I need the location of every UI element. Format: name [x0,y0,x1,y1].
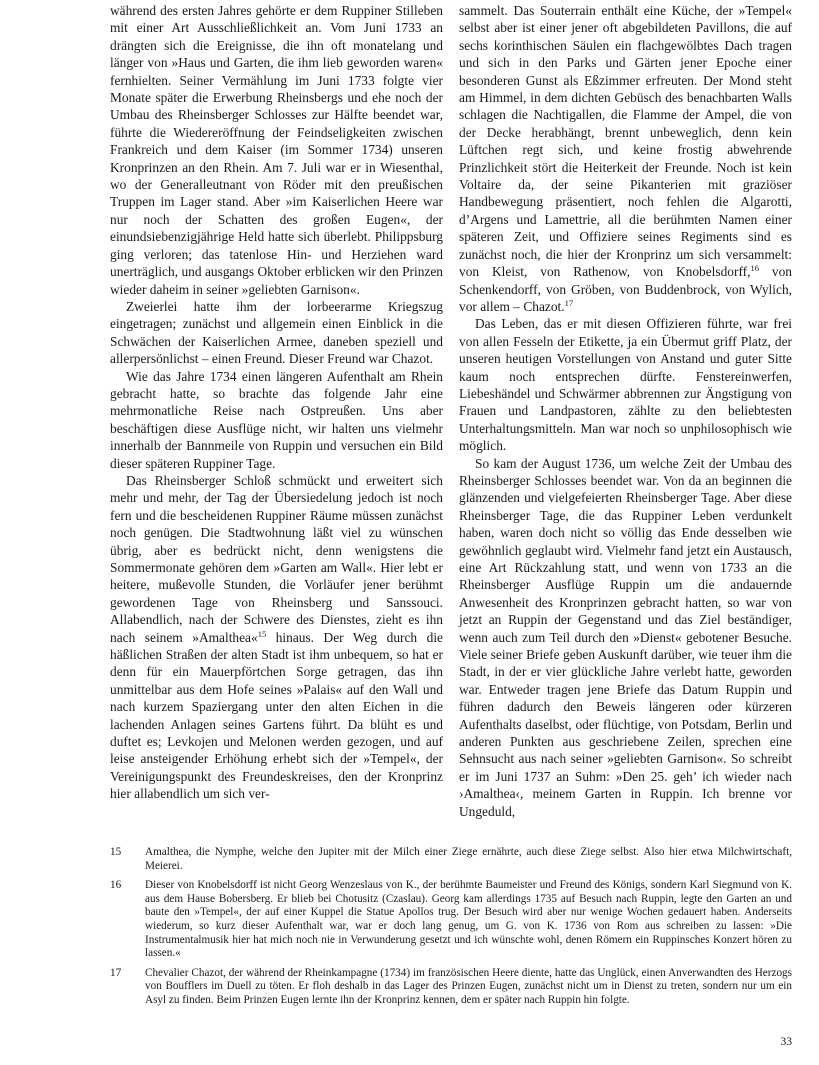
paragraph: So kam der August 1736, um welche Zeit der Umbau des Rheinsberger Schlosses beendet war. Von da an beginnen die glänzenden und vielgefeierten Rheinsberger Tage. Aber diese Rheinsberger Tage, die das Ruppiner Leben verdunkelt haben, waren doch nicht so völlig das Ende desselben wie gewöhnlich geglaubt wird. Vielmehr fand jetzt ein Austausch, eine Art Rückzahlung statt, und wenn von 1733 an die Rheinsberger Ausflüge Ruppin um die andauernde Anwesenheit des Kronprinzen gebracht hatten, so war von jetzt an Ruppin der Gegenstand und das Ziel beständiger, wenn auch zum Teil durch den »Dienst« gebotener Besuche. Viele seiner Briefe geben Auskunft darüber, wie teuer ihm die Stadt, in der er vier glückliche Jahre verlebt hatte, geworden war. Entweder tragen jene Briefe das Datum Ruppin und führen dadurch den Beweis längeren oder kürzeren Aufenthalts daselbst, oder flüchtige, von Potsdam, Berlin und anderen Punkten aus geschriebene Zeilen, sprechen eine Sehnsucht aus nach seiner »geliebten Garnison«. So schreibt er im Juni 1737 an Suhm: »Den 25. geh’ ich wieder nach ›Amalthea‹, meinem Garten in Ruppin. Ich brenne vor Ungeduld, [459,455,792,819]
paragraph: Das Leben, das er mit diesen Offizieren führte, war frei von allen Fesseln der Etikette, ja ein Übermut griff Platz, der unseren heutigen Vorstellungen von Anstand und guter Sitte kaum noch entsprechen dürfte. Fenstereinwerfen, Liebeshändel und Schwärmer abbrennen zur Ängstigung von Frauen und Landpastoren, zählte zu den beliebtesten Unterhaltungsmitteln. Man war noch so unphilosophisch wie möglich. [459,316,792,454]
paragraph: während des ersten Jahres gehörte er dem Ruppiner Stilleben mit einer Art Ausschließlichkeit an. Vom Juni 1733 an drängten sich die Ereignisse, die ihn oft monatelang und länger von »Haus und Garten, die ihm lieb geworden waren« fernhielten. Seiner Vermählung im Juni 1733 folgte vier Monate später die Erwerbung Rheinsbergs und ehe noch der Umbau des Rheinsberger Schlosses zur Hälfte beendet war, führte die Wiedereröffnung der Feindseligkeiten zwischen Frankreich und dem Kaiser (im Sommer 1734) unseren Kronprinzen an den Rhein. Am 7. Juli war er in Wiesenthal, wo der Generalleutnant von Röder mit den preußischen Truppen im Lager stand. Aber »im Kaiserlichen Heere war nur noch der Schatten des großen Eugen«, der einundsiebenzigjährige Held hatte sich überlebt. Philippsburg ging verloren; das tatenlose Hin- und Herziehen ward unerträglich, und ausgangs Oktober erblicken wir den Prinzen wieder daheim in seiner »geliebten Garnison«. [110,3,443,297]
paragraph: Wie das Jahre 1734 einen längeren Aufenthalt am Rhein gebracht hatte, so brachte das folgende Jahr eine mehrmonatliche Reise nach Ostpreußen. Uns aber beschäftigen diese Ausflüge nicht, wir halten uns vielmehr innerhalb der Bannmeile von Ruppin und versuchen ein Bild dieser späteren Ruppiner Tage. [110,368,443,471]
footnote-ref-16[interactable]: 16 [750,263,759,274]
footnote-ref-15[interactable]: 15 [257,628,267,639]
right-column [459,2,792,820]
page-number: 33 [780,1036,792,1048]
paragraph: Das Rheinsberger Schloß schmückt und erweitert sich mehr und mehr, der Tag der Übersiedelung jedoch ist noch fern und die bescheidenen Ruppiner Räume müssen zunächst noch genügen. Die Stadtwohnung läßt viel zu wünschen übrig, aber es bedrückt nicht, denn wenigstens die Sommermonate gehören dem »Garten am Wall«. Hier lebt er heitere, mußevolle Stunden, die Vorläufer jener berühmt gewordenen Tage von Rheinsberg und Sanssouci. Allabendlich, nach der Schwere des Dienstes, zieht es ihn nach seinem »Amalthea«$^{15}$ hinaus. Der Weg durch die häßlichen Straßen der alten Stadt ist ihm unbequem, so hat er denn für ein Mauerpförtchen Sorge getragen, das ihn unmittelbar aus dem Hofe seines »Palais« auf den Wall und nach kurzem Spaziergang unter den alten Eichen in die lachenden Anlagen seines Gartens führt. Da blüht es und duftet es; Levkojen und Melonen werden gezogen, und auf leise ansteigender Erhöhung erhebt sich der »Tempel«, der Vereinigungspunkt des Freundeskreises, den der Kronprinz hier allabendlich um sich ver- [110,472,443,802]
footnote-text: Amalthea, die Nymphe, welche den Jupiter mit der Milch einer Ziege ernährte, auch diese Ziege selbst. Also hier etwa Milchwirtschaft, Meierei. [145,846,792,872]
footnote-number: 16 [110,879,122,892]
left-column [110,2,443,803]
footnotes [110,846,792,1014]
paragraph: sammelt. Das Souterrain enthält eine Küche, der »Tempel« selbst aber ist einer jener oft abgebildeten Pavillons, die auf sechs korinthischen Säulen ein flachgewölbtes Dach tragen und sich in den Parks und Gärten jener Epoche einer besonderen Gunst als Eßzimmer erfreuten. Der Mond steht am Himmel, in dem dichten Gebüsch des benachbarten Walls schlagen die Nachtigallen, die Flamme der Ampel, die von der Decke herabhängt, brennt unbeweglich, denn kein Lüftchen regt sich, und keine frostig abwehrende Prinzlichkeit stört die Heiterkeit der Freunde. Noch ist kein Voltaire da, der seine Pikanterien mit graziöser Handbewegung präsentiert, noch fehlen die Algarotti, d’Argens und Lamettrie, all die berühmten Namen einer späteren Zeit, und Offiziere seines Regiments sind es zunächst noch, die hier der Kronprinz um sich versammelt: von Kleist, von Rathenow, von Knobelsdorff,$^{16}$ von Schenkendorff, von Gröben, von Buddenbrock, von Wylich, vor allem – Chazot.$^{17}$ [459,3,792,314]
footnote [110,879,792,961]
footnote [110,846,792,873]
footnote [110,967,792,1008]
footnote-text: Dieser von Knobelsdorff ist nicht Georg Wenzeslaus von K., der berühmte Baumeister und Freund des Königs, sondern Karl Siegmund von K. aus dem Hause Bobersberg. Er blieb bei Chotusitz (Czaslau). Georg kam allerdings 1735 auf Besuch nach Ruppin, legte den Garten an und baute den »Tempel«, der auf einer Kuppel die Statue Apollos trug. Der Besuch wird aber nur wenige Wochen gedauert haben. Anderseits wiederum, so kurz dieser Aufenthalt war, war er doch lang genug, um G. von K. 1736 von Rom aus schreiben zu lassen: »Die Instrumentalmusik hier hat mich noch nie in Verwunderung gesetzt und ich wünschte wohl, denen Römern ein Ruppinsches Konzert hören zu lassen.« [145,879,792,960]
paragraph: Zweierlei hatte ihm der lorbeerarme Kriegszug eingetragen; zunächst und allgemein einen Einblick in die Schwächen der Kaiserlichen Armee, daneben speziell und allerpersönlichst – einen Freund. Dieser Freund war Chazot. [110,298,443,367]
footnote-number: 15 [110,846,122,858]
footnote-text: Chevalier Chazot, der während der Rheinkampagne (1734) im französischen Heere diente, hatte das Unglück, einen Anverwandten des Herzogs von Boufflers im Duell zu töten. Er floh deshalb in das Lager des Prinzen Eugen, zunächst nicht um in Dienst zu treten, sondern nur um ein Asyl zu finden. Beim Prinzen Eugen lernte ihn der Kronprinz kennen, dem er später nach Ruppin hin folgte. [145,966,792,1006]
footnote-number: 17 [110,966,122,979]
footnote-ref-17[interactable]: 17 [564,297,574,308]
